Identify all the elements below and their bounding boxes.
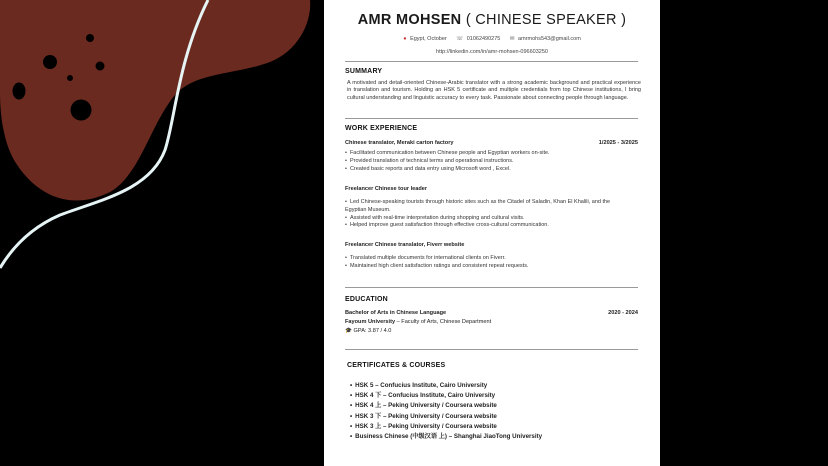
graduation-cap-icon: 🎓 [345, 328, 352, 334]
list-item: • Helped improve guest satisfaction through effective cross-cultural communication. [345, 222, 631, 230]
gpa-value: GPA: 3.87 / 4.0 [353, 328, 392, 334]
location-pin-icon: ● [403, 36, 407, 42]
list-item: • Business Chinese (中级汉语 上) – Shanghai JiaoTong University [350, 432, 640, 442]
brown-blob-shape [0, 0, 310, 201]
blob-hole [67, 75, 73, 81]
email-icon: ✉ [509, 36, 515, 42]
degree-name: Bachelor of Arts in Chinese Language [345, 310, 447, 316]
list-item: • Assisted with real-time interpretation during shopping and cultural visits. [345, 215, 631, 223]
person-name: AMR MOHSEN [357, 12, 462, 28]
resume-name-heading [324, 12, 660, 28]
list-item: • Led Chinese-speaking tourists through historic sites such as the Citadel of Saladin, Khan El Khalili, and the Egyptian Museum. [345, 199, 631, 215]
university-line [345, 319, 491, 325]
blob-hole [13, 83, 26, 100]
list-item: • Maintained high client satisfaction ratings and consistent repeat requests. [345, 263, 631, 271]
resume-page [324, 0, 660, 466]
contact-phone[interactable]: 01062490275 [466, 36, 501, 42]
education-heading: EDUCATION [345, 296, 388, 303]
decorative-artwork [0, 0, 330, 466]
section-divider [345, 61, 638, 62]
job-title: Freelancer Chinese translator, Fiverr website [345, 242, 465, 248]
list-item: • Facilitated communication between Chinese people and Egyptian workers on-site. [345, 150, 631, 158]
gpa-line [345, 328, 391, 334]
section-divider [345, 287, 638, 288]
job-bullets [345, 150, 631, 173]
summary-heading: SUMMARY [345, 68, 383, 75]
education-date: 2020 - 2024 [608, 310, 638, 316]
list-item: • Provided translation of technical terms and operational instructions. [345, 158, 631, 166]
blob-hole [96, 62, 105, 71]
linkedin-link[interactable]: http://linkedin.com/in/amr-mohsen-096603250 [436, 49, 548, 55]
list-item: • HSK 5 – Confucius Institute, Cairo University [350, 381, 640, 391]
list-item: • HSK 3 下 – Peking University / Coursera website [350, 412, 640, 422]
certificates-heading: CERTIFICATES & COURSES [347, 362, 446, 369]
list-item: • HSK 4 上 – Peking University / Coursera website [350, 401, 640, 411]
section-divider [345, 118, 638, 119]
certificates-list [350, 381, 640, 442]
phone-icon: ☏ [456, 36, 464, 42]
contact-location: Egypt, October [410, 36, 447, 42]
job-title: Chinese translator, Meraki carton factory [345, 140, 454, 146]
person-role: ( CHINESE SPEAKER ) [465, 12, 627, 28]
blob-hole [86, 34, 94, 42]
list-item: • Translated multiple documents for international clients on Fiverr. [345, 255, 631, 263]
section-divider [345, 349, 638, 350]
blob-hole [71, 100, 92, 121]
job-date: 1/2025 - 3/2025 [598, 140, 638, 146]
contact-email[interactable]: amrmohs543@gmail.com [518, 36, 581, 42]
blob-hole [43, 55, 57, 69]
job-title: Freelancer Chinese tour leader [345, 186, 428, 192]
degree-line [345, 310, 446, 316]
faculty-name: – Faculty of Arts, Chinese Department [395, 319, 492, 325]
summary-text: A motivated and detail-oriented Chinese-Arabic translator with a strong academic background and practical experience in translation and tourism. Holding an HSK 5 certificate and multiple credentials from top Chinese institutions, I bring cultural understanding and linguistic accuracy to every task. Passionate about connecting people through language. [347, 80, 641, 101]
list-item: • HSK 3 上 – Peking University / Coursera website [350, 422, 640, 432]
list-item: • Created basic reports and data entry using Microsoft word , Excel. [345, 166, 631, 174]
contact-line [324, 36, 660, 42]
experience-heading: WORK EXPERIENCE [345, 125, 418, 132]
job-bullets [345, 199, 631, 230]
university-name: Fayoum University [345, 319, 396, 325]
list-item: • HSK 4 下 – Confucius Institute, Cairo University [350, 391, 640, 401]
job-bullets [345, 255, 631, 271]
